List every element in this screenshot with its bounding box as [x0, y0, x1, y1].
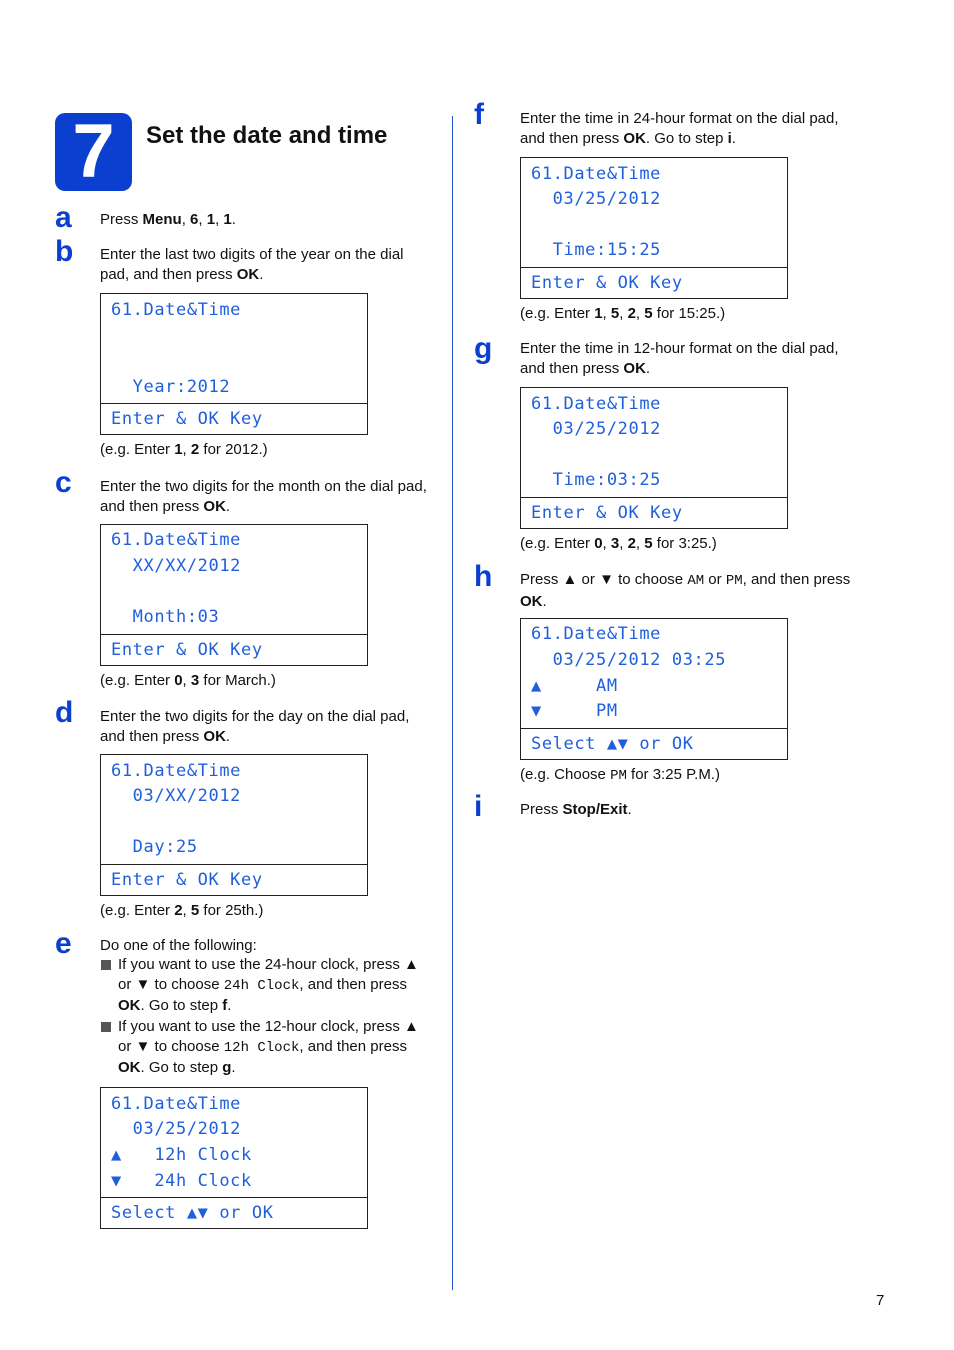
lcd-line: 61.Date&Time	[531, 164, 662, 184]
lcd-line: Time:15:25	[531, 240, 662, 260]
step-number-badge: 7	[55, 113, 132, 191]
lcd-line: 03/25/2012	[111, 1119, 242, 1139]
lcd-line: ▼ PM	[531, 701, 618, 721]
lcd-screen-am-pm	[520, 618, 788, 760]
step-b-text: Enter the last two digits of the year on the dial pad, and then press OK.	[100, 246, 404, 283]
step-letter-g: g	[474, 332, 493, 365]
lcd-line: 03/25/2012 03:25	[531, 650, 727, 670]
step-i-text: Press Stop/Exit.	[520, 801, 632, 818]
step-b-example: (e.g. Enter 1, 2 for 2012.)	[100, 441, 268, 458]
step-letter-f: f	[474, 98, 484, 131]
step-e-option-24h: If you want to use the 24-hour clock, press ▲ or ▼ to choose 24h Clock, and then press OK. Go to step f.	[118, 956, 419, 1014]
step-letter-e: e	[55, 927, 72, 960]
lcd-line: ▼ 24h Clock	[111, 1171, 252, 1191]
lcd-line: 61.Date&Time	[111, 1094, 242, 1114]
page-title: Set the date and time	[146, 122, 388, 149]
step-letter-b: b	[55, 235, 74, 268]
lcd-line: Month:03	[111, 607, 220, 627]
step-g-text: Enter the time in 12-hour format on the dial pad, and then press OK.	[520, 340, 839, 377]
lcd-line: Year:2012	[111, 377, 231, 397]
lcd-line: ▲ AM	[531, 676, 618, 696]
step-f-example: (e.g. Enter 1, 5, 2, 5 for 15:25.)	[520, 305, 726, 322]
step-h-example: (e.g. Choose PM for 3:25 P.M.)	[520, 766, 720, 784]
lcd-screen-day	[100, 754, 368, 896]
lcd-line: Day:25	[111, 837, 198, 857]
step-d-text: Enter the two digits for the day on the dial pad, and then press OK.	[100, 708, 410, 745]
step-letter-d: d	[55, 696, 74, 729]
step-f-text: Enter the time in 24-hour format on the dial pad, and then press OK. Go to step i.	[520, 110, 839, 147]
lcd-line: 61.Date&Time	[111, 300, 242, 320]
lcd-footer: Enter & OK Key	[521, 267, 787, 298]
lcd-line: XX/XX/2012	[111, 556, 242, 576]
bullet-square-icon	[101, 960, 111, 970]
lcd-screen-time-12h	[520, 387, 788, 529]
lcd-screen-clock-mode	[100, 1087, 368, 1229]
lcd-line: 03/XX/2012	[111, 786, 242, 806]
lcd-screen-time-24h	[520, 157, 788, 299]
lcd-line: Time:03:25	[531, 470, 662, 490]
lcd-footer: Enter & OK Key	[521, 497, 787, 528]
lcd-line: 03/25/2012	[531, 419, 662, 439]
step-e-option-12h: If you want to use the 12-hour clock, press ▲ or ▼ to choose 12h Clock, and then press OK. Go to step g.	[118, 1018, 419, 1076]
bullet-square-icon	[101, 1022, 111, 1032]
lcd-line: 61.Date&Time	[111, 530, 242, 550]
lcd-footer: Enter & OK Key	[101, 403, 367, 434]
lcd-screen-month	[100, 524, 368, 666]
lcd-line: 61.Date&Time	[531, 394, 662, 414]
lcd-line: ▲ 12h Clock	[111, 1145, 252, 1165]
lcd-footer: Select ▲▼ or OK	[101, 1197, 367, 1228]
step-g-example: (e.g. Enter 0, 3, 2, 5 for 3:25.)	[520, 535, 717, 552]
step-d-example: (e.g. Enter 2, 5 for 25th.)	[100, 902, 264, 919]
step-h-text: Press ▲ or ▼ to choose AM or PM, and then press OK.	[520, 571, 851, 610]
page-number: 7	[876, 1292, 885, 1309]
lcd-footer: Enter & OK Key	[101, 864, 367, 895]
step-letter-a: a	[55, 201, 72, 234]
lcd-screen-year	[100, 293, 368, 435]
step-letter-c: c	[55, 466, 72, 499]
lcd-line: 61.Date&Time	[531, 624, 662, 644]
step-e-intro: Do one of the following:	[100, 937, 257, 954]
step-c-example: (e.g. Enter 0, 3 for March.)	[100, 672, 276, 689]
lcd-footer: Select ▲▼ or OK	[521, 728, 787, 759]
lcd-line: 61.Date&Time	[111, 761, 242, 781]
step-letter-h: h	[474, 560, 493, 593]
column-divider	[452, 116, 453, 1290]
lcd-line: 03/25/2012	[531, 189, 662, 209]
step-a-text: Press Menu, 6, 1, 1.	[100, 211, 236, 228]
step-c-text: Enter the two digits for the month on the dial pad, and then press OK.	[100, 478, 427, 515]
lcd-footer: Enter & OK Key	[101, 634, 367, 665]
step-letter-i: i	[474, 790, 483, 823]
